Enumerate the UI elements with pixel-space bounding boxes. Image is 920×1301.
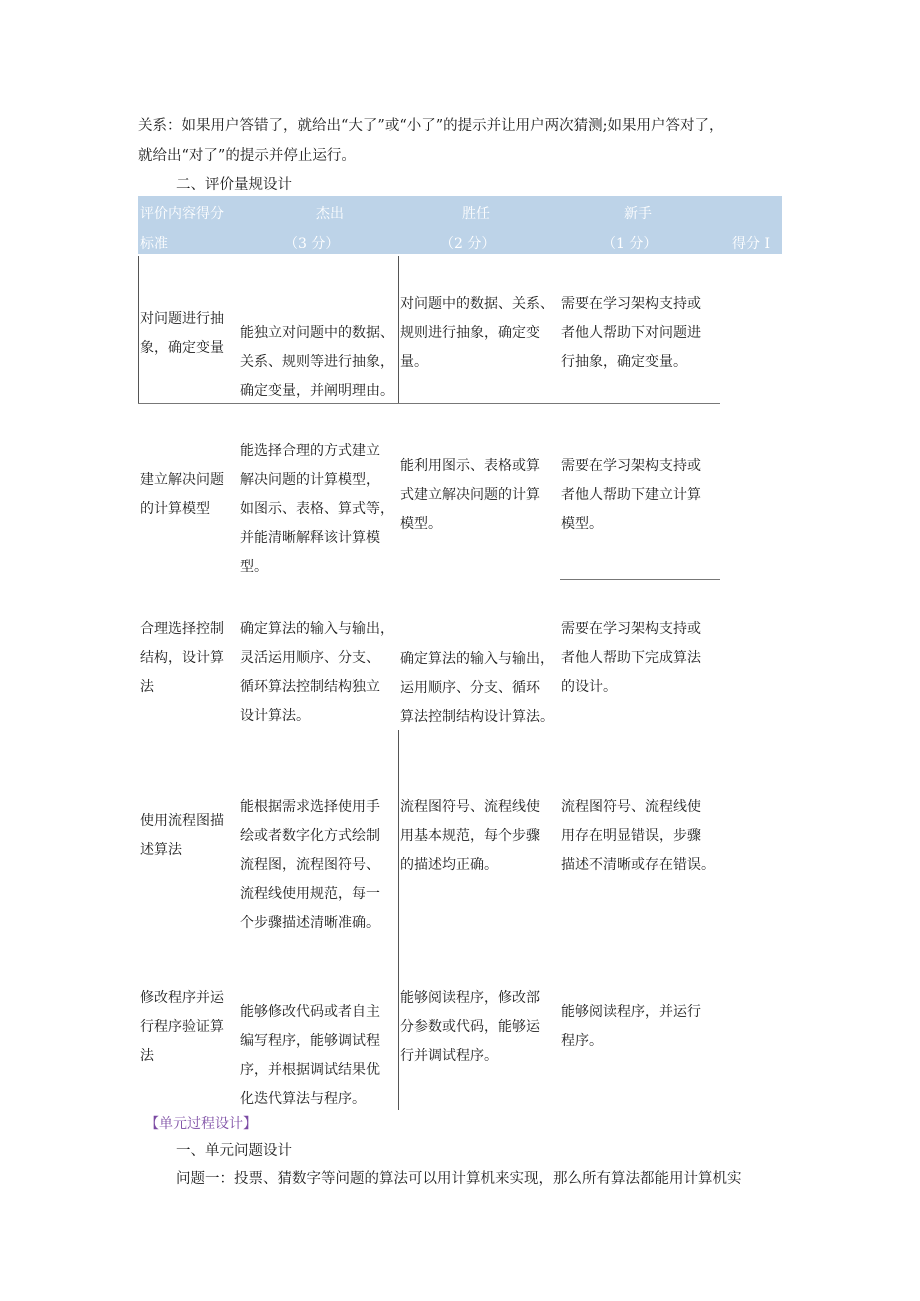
intro-line-1: 关系：如果用户答错了，就给出“大了”或“小了”的提示并让用户两次猜测;如果用户答对了， — [138, 118, 724, 134]
header-content-label-2: 标准 — [140, 236, 168, 252]
section-title-unit-questions: 一、单元问题设计 — [176, 1143, 292, 1159]
header-competent-score: （2 分） — [440, 236, 496, 252]
rubric-table-header — [138, 196, 782, 254]
row3-competent: 确定算法的输入与输出， 运用顺序、分支、循环 算法控制结构设计算法。 — [400, 651, 554, 725]
row1-novice: 需要在学习架构支持或 者他人帮助下对问题进 行抽象，确定变量。 — [561, 296, 701, 370]
intro-line-2: 就给出“对了”的提示并停止运行。 — [138, 148, 356, 164]
row5-excellent: 能够修改代码或者自主 编写程序，能够调试程 序，并根据调试结果优 化迭代算法与程序。 — [240, 1004, 380, 1107]
section-title-evaluation: 二、评价量规设计 — [176, 177, 292, 193]
table-row-divider-1 — [138, 403, 720, 404]
question-1: 问题一：投票、猜数字等问题的算法可以用计算机来实现，那么所有算法都能用计算机实 — [176, 1171, 742, 1187]
header-novice-score: （1 分） — [602, 236, 658, 252]
header-competent: 胜任 — [462, 206, 490, 222]
table-divider-2 — [398, 730, 399, 1110]
header-content-label: 评价内容得分 — [140, 206, 224, 222]
row5-competent: 能够阅读程序，修改部 分参数或代码，能够运 行并调试程序。 — [400, 990, 540, 1064]
row2-novice: 需要在学习架构支持或 者他人帮助下建立计算 模型。 — [561, 458, 701, 532]
unit-process-title: 【单元过程设计】 — [145, 1116, 257, 1132]
row3-content: 合理选择控制 结构，设计算 法 — [140, 621, 224, 695]
row4-content: 使用流程图描 述算法 — [140, 813, 224, 858]
table-divider-1 — [398, 256, 399, 404]
row5-novice: 能够阅读程序，并运行 程序。 — [561, 1004, 701, 1049]
row4-excellent: 能根据需求选择使用手 绘或者数字化方式绘制 流程图，流程图符号、 流程线使用规范，每一 个步骤描述清晰准确。 — [240, 799, 380, 931]
row3-excellent: 确定算法的输入与输出， 灵活运用顺序、分支、 循环算法控制结构独立 设计算法。 — [240, 621, 394, 724]
header-novice: 新手 — [624, 206, 652, 222]
row1-excellent: 能独立对问题中的数据、 关系、规则等进行抽象， 确定变量，并阐明理由。 — [240, 325, 394, 399]
header-excellent-score: （3 分） — [284, 236, 340, 252]
row1-competent: 对问题中的数据、关系、 规则进行抽象，确定变 量。 — [400, 296, 554, 370]
row3-novice: 需要在学习架构支持或 者他人帮助下完成算法 的设计。 — [561, 621, 701, 695]
row2-content: 建立解决问题 的计算模型 — [140, 472, 224, 517]
table-row-divider-2 — [560, 579, 720, 580]
row2-competent: 能利用图示、表格或算 式建立解决问题的计算 模型。 — [400, 458, 540, 532]
row5-content: 修改程序并运 行程序验证算 法 — [140, 990, 224, 1064]
row1-content: 对问题进行抽 象，确定变量 — [140, 311, 224, 356]
header-excellent: 杰出 — [316, 206, 344, 222]
header-score: 得分 I — [732, 236, 770, 252]
row4-novice: 流程图符号、流程线使 用存在明显错误，步骤 描述不清晰或存在错误。 — [561, 799, 715, 873]
row2-excellent: 能选择合理的方式建立 解决问题的计算模型， 如图示、表格、算式等， 并能清晰解释该计算模 型。 — [240, 443, 394, 575]
row4-competent: 流程图符号、流程线使 用基本规范，每个步骤 的描述均正确。 — [400, 799, 540, 873]
table-border-left — [138, 256, 139, 404]
